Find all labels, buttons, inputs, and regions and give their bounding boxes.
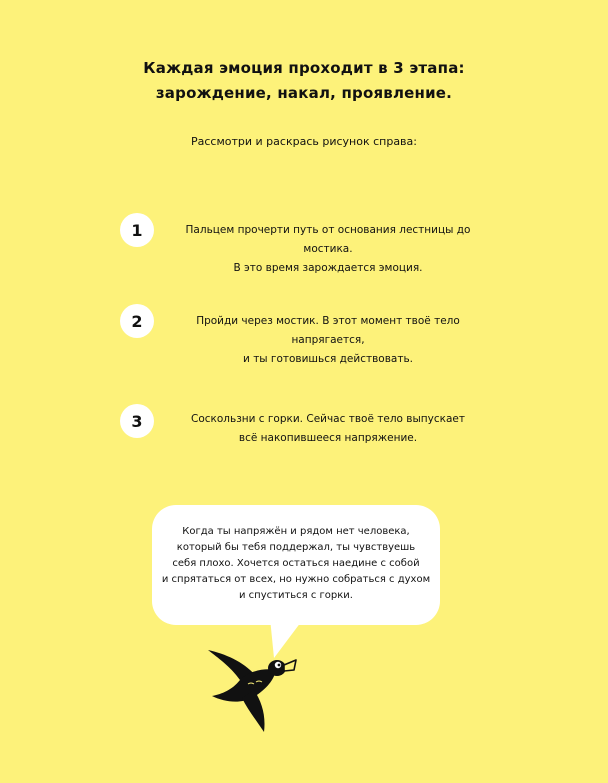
bubble-line-1: Когда ты напряжён и рядом нет человека, bbox=[182, 526, 410, 537]
speech-bubble bbox=[152, 505, 440, 625]
step-3-line-1: Соскользни с горки. Сейчас твоё тело выпускает bbox=[191, 413, 465, 425]
bubble-line-4: и спрятаться от всех, но нужно собраться с духом bbox=[161, 574, 431, 585]
page-subtitle: Рассмотри и раскрась рисунок справа: bbox=[191, 135, 417, 148]
step-2-line-2: и ты готовишься действовать. bbox=[243, 353, 413, 365]
step-3-number: 3 bbox=[120, 404, 154, 438]
bubble-line-2: который бы тебя поддержал, ты чувствуешь bbox=[176, 542, 416, 553]
page-title bbox=[0, 56, 608, 106]
bubble-line-5: и спуститься с горки. bbox=[239, 590, 353, 601]
step-1-line-1: Пальцем прочерти путь от основания лестницы до мостика. bbox=[185, 224, 471, 255]
bird-icon bbox=[204, 640, 300, 734]
bubble-line-3: себя плохо. Хочется остаться наедине с собой bbox=[172, 558, 420, 569]
step-3-line-2: всё накопившееся напряжение. bbox=[238, 432, 418, 444]
step-2-line-1: Пройди через мостик. В этот момент твоё тело напрягается, bbox=[196, 315, 460, 346]
step-1-line-2: В это время зарождается эмоция. bbox=[233, 262, 423, 274]
step-3-text bbox=[178, 410, 478, 448]
step-2-text bbox=[178, 312, 478, 369]
step-2-number: 2 bbox=[120, 304, 154, 338]
speech-bubble-text bbox=[152, 524, 440, 604]
step-1-text bbox=[178, 221, 478, 278]
step-1-number: 1 bbox=[120, 213, 154, 247]
title-line-2: зарождение, накал, проявление. bbox=[155, 84, 453, 102]
title-line-1: Каждая эмоция проходит в 3 этапа: bbox=[143, 59, 465, 77]
